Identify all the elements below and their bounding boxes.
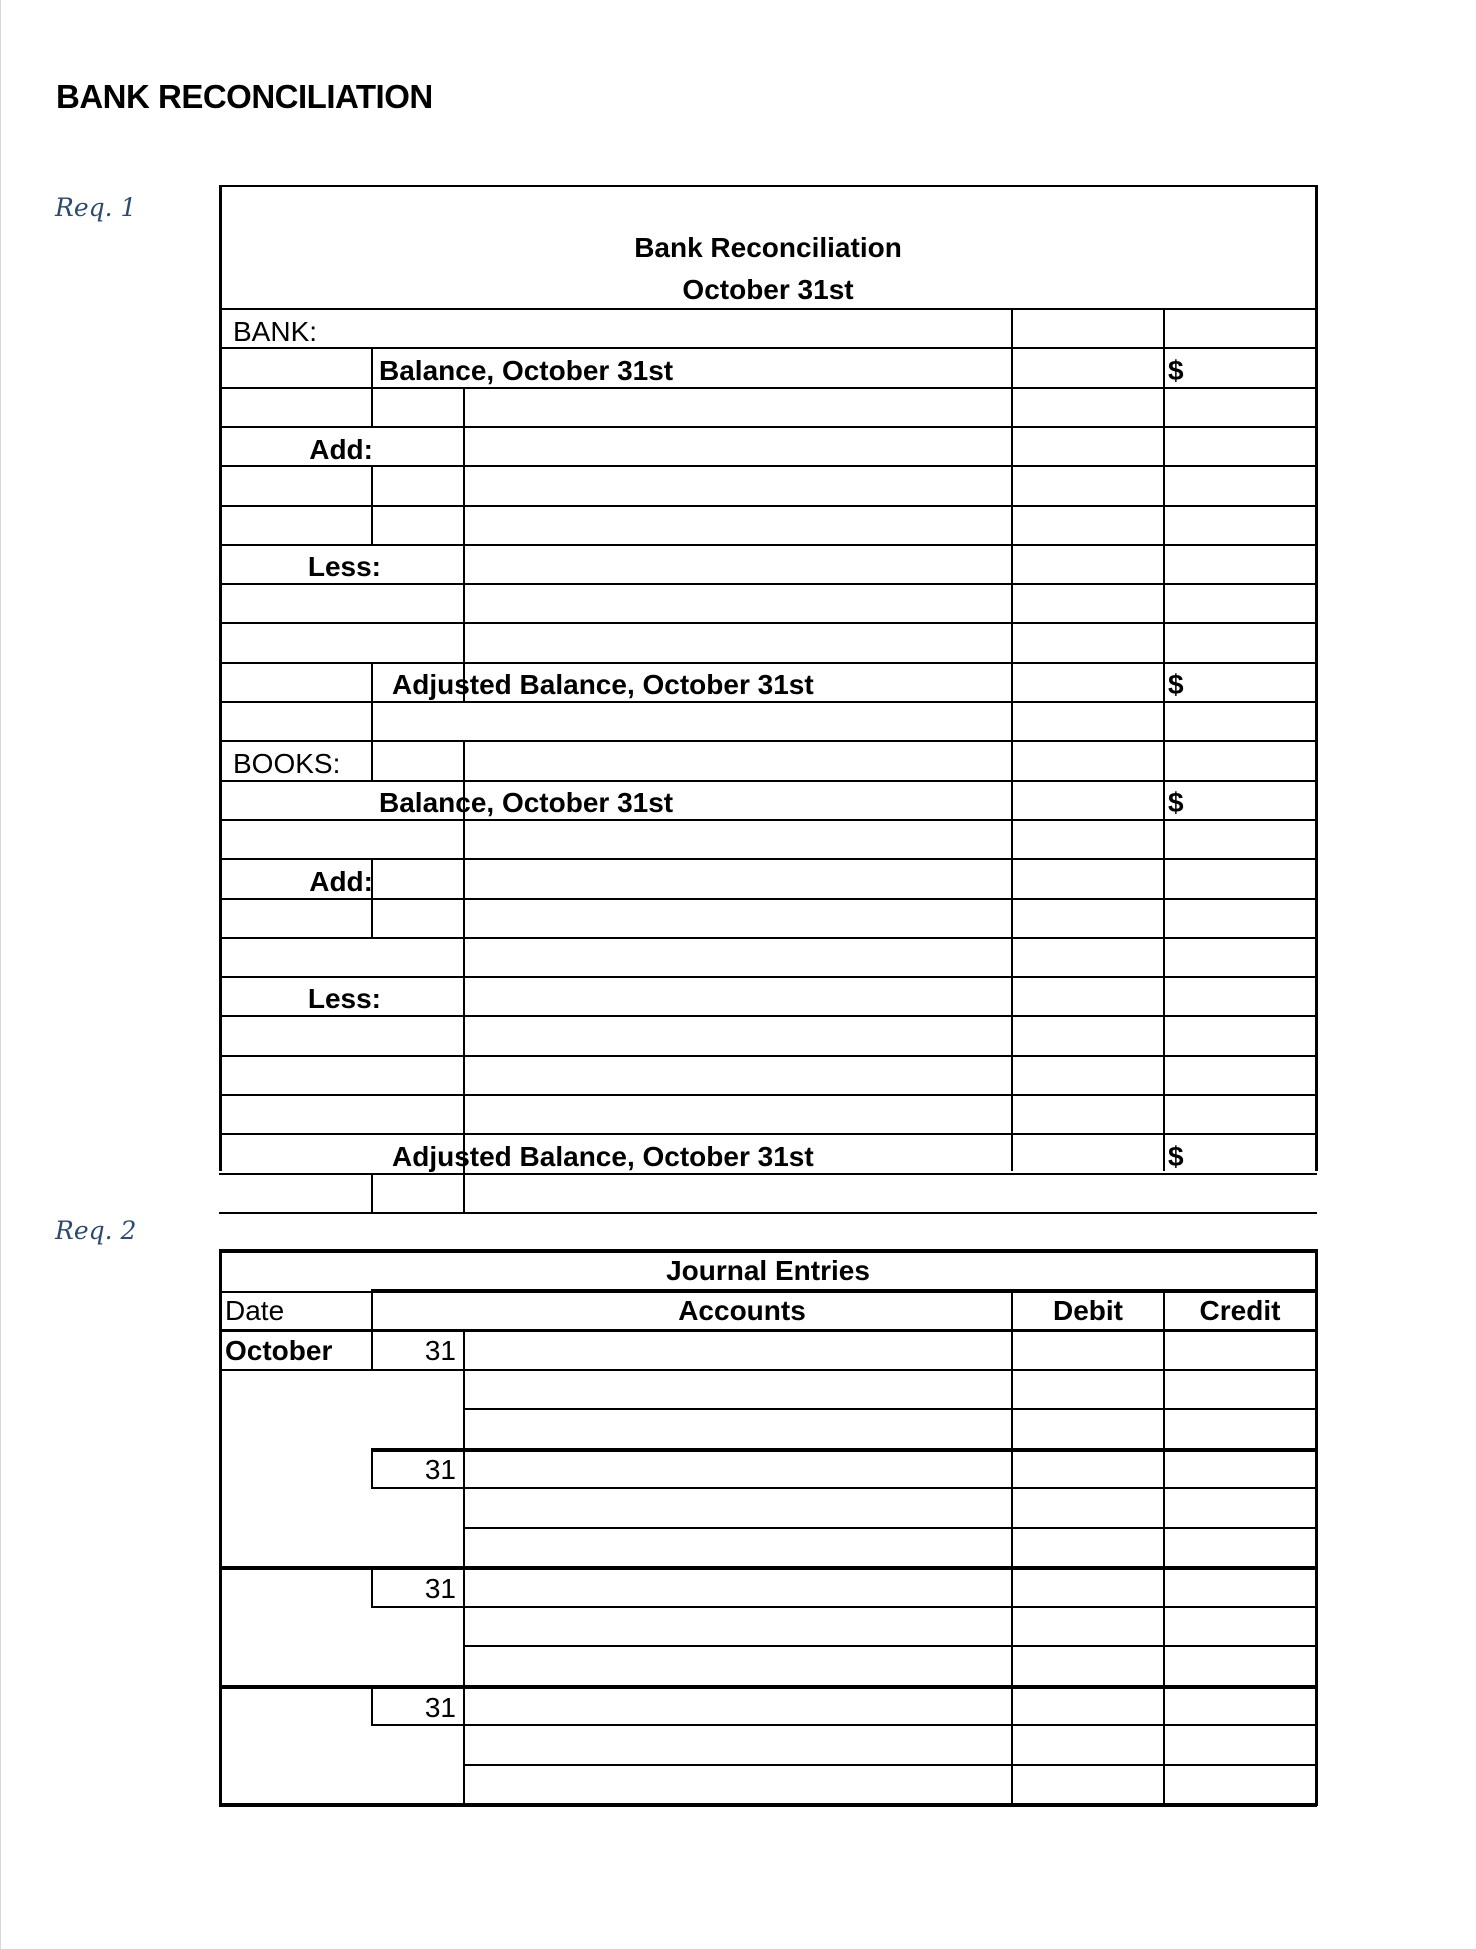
grid-rule bbox=[463, 1764, 1317, 1766]
grid-rule bbox=[371, 1487, 465, 1489]
entry-day: 31 bbox=[424, 1573, 456, 1604]
grid-rule bbox=[371, 1448, 1317, 1452]
grid-rule bbox=[219, 1685, 1317, 1689]
grid-rule bbox=[371, 1724, 465, 1726]
bank-adjusted-label: Adjusted Balance, October 31st bbox=[392, 669, 814, 700]
grid-rule bbox=[219, 1249, 222, 1806]
grid-rule bbox=[1163, 1289, 1165, 1806]
grid-rule bbox=[219, 1329, 1317, 1331]
date-column-header: Date bbox=[225, 1295, 285, 1326]
entry-day: 31 bbox=[424, 1454, 456, 1485]
accounts-column-header: Accounts bbox=[678, 1295, 806, 1326]
journal-heading: Journal Entries bbox=[666, 1255, 870, 1286]
entry-day: 31 bbox=[424, 1335, 456, 1366]
bank-less-label: Less: bbox=[307, 551, 381, 582]
reconciliation-heading: Bank Reconciliation bbox=[634, 232, 902, 263]
grid-rule bbox=[371, 1685, 373, 1726]
bank-add-label: Add: bbox=[309, 434, 373, 465]
bank-balance-label: Balance, October 31st bbox=[379, 355, 674, 386]
page-title: BANK RECONCILIATION bbox=[56, 78, 433, 115]
books-add-label: Add: bbox=[309, 866, 373, 897]
grid-rule bbox=[1011, 1289, 1013, 1806]
req-2-label: Req. 2 bbox=[55, 1216, 137, 1245]
books-balance-label: Balance, October 31st bbox=[379, 787, 674, 818]
grid-rule bbox=[463, 1408, 1317, 1410]
credit-column-header: Credit bbox=[1199, 1295, 1281, 1326]
grid-rule bbox=[219, 1803, 1317, 1807]
grid-rule bbox=[219, 1249, 1317, 1251]
grid-rule bbox=[371, 1289, 1317, 1291]
grid-rule bbox=[371, 1369, 465, 1371]
grid-rule bbox=[463, 1487, 1317, 1489]
grid-rule bbox=[371, 1606, 465, 1608]
grid-rule bbox=[371, 1329, 373, 1371]
grid-rule bbox=[463, 1527, 1317, 1529]
entry-day: 31 bbox=[424, 1692, 456, 1723]
bank-balance-currency: $ bbox=[1168, 355, 1184, 386]
req-1-label: Req. 1 bbox=[55, 193, 137, 222]
books-balance-currency: $ bbox=[1168, 787, 1184, 818]
grid-rule bbox=[371, 1289, 373, 1331]
journal-month: October bbox=[225, 1335, 333, 1366]
grid-rule bbox=[463, 1606, 1317, 1608]
grid-rule bbox=[463, 1645, 1317, 1647]
bank-section-label: BANK: bbox=[233, 316, 318, 347]
books-adjusted-label: Adjusted Balance, October 31st bbox=[392, 1141, 814, 1172]
grid-rule bbox=[219, 1566, 1317, 1570]
grid-rule bbox=[371, 1566, 373, 1608]
debit-column-header: Debit bbox=[1053, 1295, 1123, 1326]
grid-rule bbox=[463, 1369, 1317, 1371]
books-section-label: BOOKS: bbox=[233, 748, 341, 779]
books-adjusted-currency: $ bbox=[1168, 1141, 1184, 1172]
reconciliation-date: October 31st bbox=[682, 274, 854, 305]
grid-rule bbox=[463, 1724, 1317, 1726]
books-less-label: Less: bbox=[307, 983, 381, 1014]
grid-rule bbox=[371, 1448, 373, 1489]
bank-adjusted-currency: $ bbox=[1168, 669, 1184, 700]
